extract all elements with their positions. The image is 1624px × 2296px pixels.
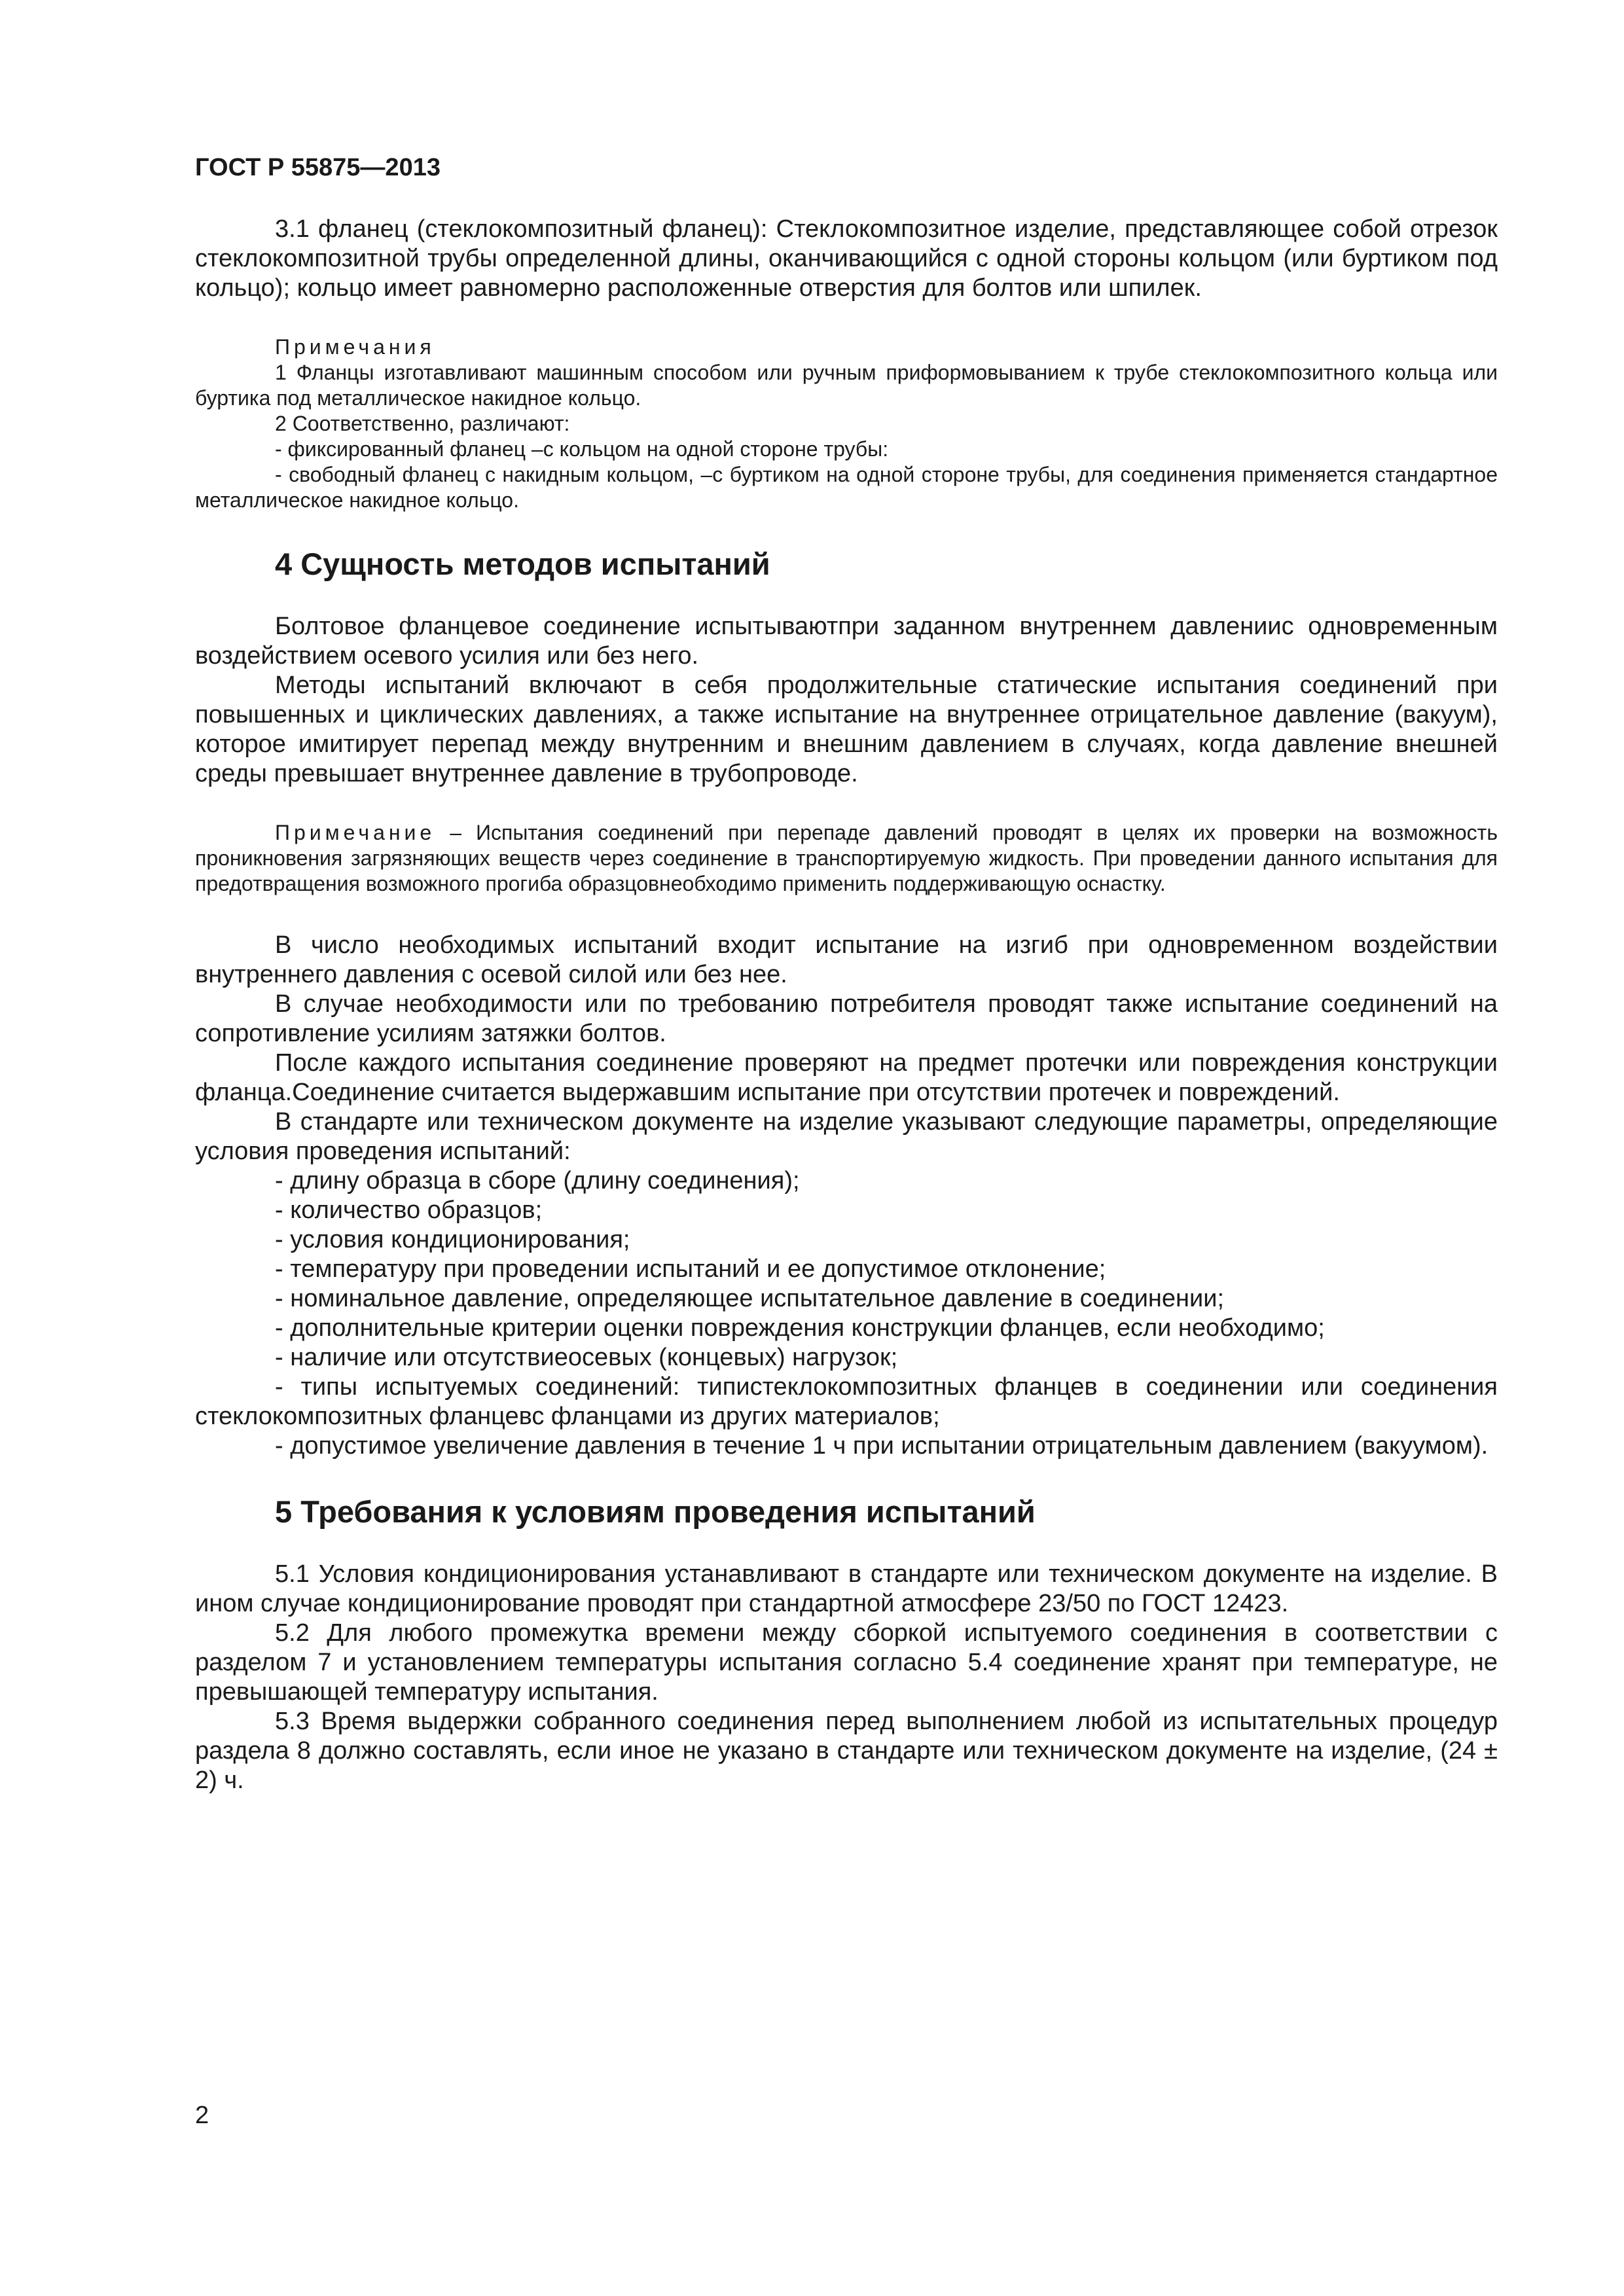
note-section-4 xyxy=(195,820,1498,897)
note-2a: - фиксированный фланец –с кольцом на одной стороне трубы: xyxy=(275,437,889,461)
parameters-list xyxy=(195,1166,1498,1461)
list-item: - типы испытуемых соединений: типистеклокомпозитных фланцев в соединении или соединения стеклокомпозитных фланцевс фланцами из других материалов; xyxy=(195,1373,1498,1430)
list-item: - дополнительные критерии оценки повреждения конструкции фланцев, если необходимо; xyxy=(275,1314,1325,1342)
section-5-2: 5.2 Для любого промежутка времени между сборкой испытуемого соединения в соответствии с разделом 7 и установлением температуры испытания согласно 5.4 соединение хранят при температуре, не превышающей температуру испытания. xyxy=(195,1619,1498,1706)
section-4-p5: После каждого испытания соединение проверяют на предмет протечки или повреждения конструкции фланца.Соединение считается выдержавшим испытание при отсутствии протечек и повреждений. xyxy=(195,1049,1498,1106)
list-item: - длину образца в сборе (длину соединения); xyxy=(275,1167,800,1194)
notes-section-3 xyxy=(195,334,1498,513)
section-5-1: 5.1 Условия кондиционирования устанавливают в стандарте или техническом документе на изделие. В ином случае кондиционирование проводят при стандартной атмосфере 23/50 по ГОСТ 12423. xyxy=(195,1560,1498,1617)
list-item: - номинальное давление, определяющее испытательное давление в соединении; xyxy=(275,1285,1225,1312)
section-5-title: 5 Требования к условиям проведения испытаний xyxy=(275,1494,1036,1529)
section-4-title: 4 Сущность методов испытаний xyxy=(275,547,770,581)
section-5-3: 5.3 Время выдержки собранного соединения перед выполнением любой из испытательных процедур раздела 8 должно составлять, если иное не указано в стандарте или техническом документе на изделие, (24 ± 2) ч. xyxy=(195,1708,1498,1794)
note-2: 2 Соответственно, различают: xyxy=(275,412,570,435)
section-4-p4: В случае необходимости или по требованию потребителя проводят также испытание соединений на сопротивление усилиям затяжки болтов. xyxy=(195,990,1498,1047)
section-4-p3: В число необходимых испытаний входит испытание на изгиб при одновременном воздействии внутреннего давления с осевой силой или без нее. xyxy=(195,931,1498,988)
section-4-p6: В стандарте или техническом документе на изделие указывают следующие параметры, определяющие условия проведения испытаний: xyxy=(195,1108,1498,1165)
note-2b: - свободный фланец с накидным кольцом, –с буртиком на одной стороне трубы, для соединения применяется стандартное металлическое накидное кольцо. xyxy=(195,463,1498,512)
note-1: 1 Фланцы изготавливают машинным способом или ручным приформовыванием к трубе стеклокомпозитного кольца или буртика под металлическое накидное кольцо. xyxy=(195,361,1498,410)
document-page xyxy=(195,152,1498,1795)
notes-title xyxy=(195,334,1498,360)
list-item: - условия кондиционирования; xyxy=(275,1226,630,1253)
list-item: - температуру при проведении испытаний и ее допустимое отклонение; xyxy=(275,1255,1106,1283)
section-4-p2: Методы испытаний включают в себя продолжительные статические испытания соединений при повышенных и циклических давлениях, а также испытание на внутреннее отрицательное давление (вакуум), которое имитирует перепад между внутренним и внешним давлением в случаях, когда давление внешней среды превышает внутреннее давление в трубопроводе. xyxy=(195,672,1498,787)
list-item: - наличие или отсутствиеосевых (концевых) нагрузок; xyxy=(275,1344,898,1371)
notes-title-text: Примечания xyxy=(275,335,435,359)
note-section-4-text xyxy=(195,820,1498,897)
list-item: - количество образцов; xyxy=(275,1196,543,1224)
note-body: – Испытания соединений при перепаде давлений проводят в целях их проверки на возможность проникновения загрязняющих веществ через соединение в транспортируемую жидкость. При проведении данного испытания для предотвращения возможного прогиба образцовнеобходимо применить поддерживающую оснастку. xyxy=(195,821,1498,895)
section-4-p1: Болтовое фланцевое соединение испытываютпри заданном внутреннем давлениис одновременным воздействием осевого усилия или без него. xyxy=(195,613,1498,670)
page-number: 2 xyxy=(195,2102,209,2129)
list-item: - допустимое увеличение давления в течение 1 ч при испытании отрицательным давлением (вакуумом). xyxy=(275,1432,1489,1460)
document-header: ГОСТ Р 55875—2013 xyxy=(195,154,441,181)
note-label: Примечание xyxy=(275,821,436,844)
definition-3-1: 3.1 фланец (стеклокомпозитный фланец): Стеклокомпозитное изделие, представляющее собой отрезок стеклокомпозитной трубы определенной длины, оканчивающийся с одной стороны кольцом (или буртиком под кольцо); кольцо имеет равномерно расположенные отверстия для болтов или шпилек. xyxy=(195,215,1498,302)
